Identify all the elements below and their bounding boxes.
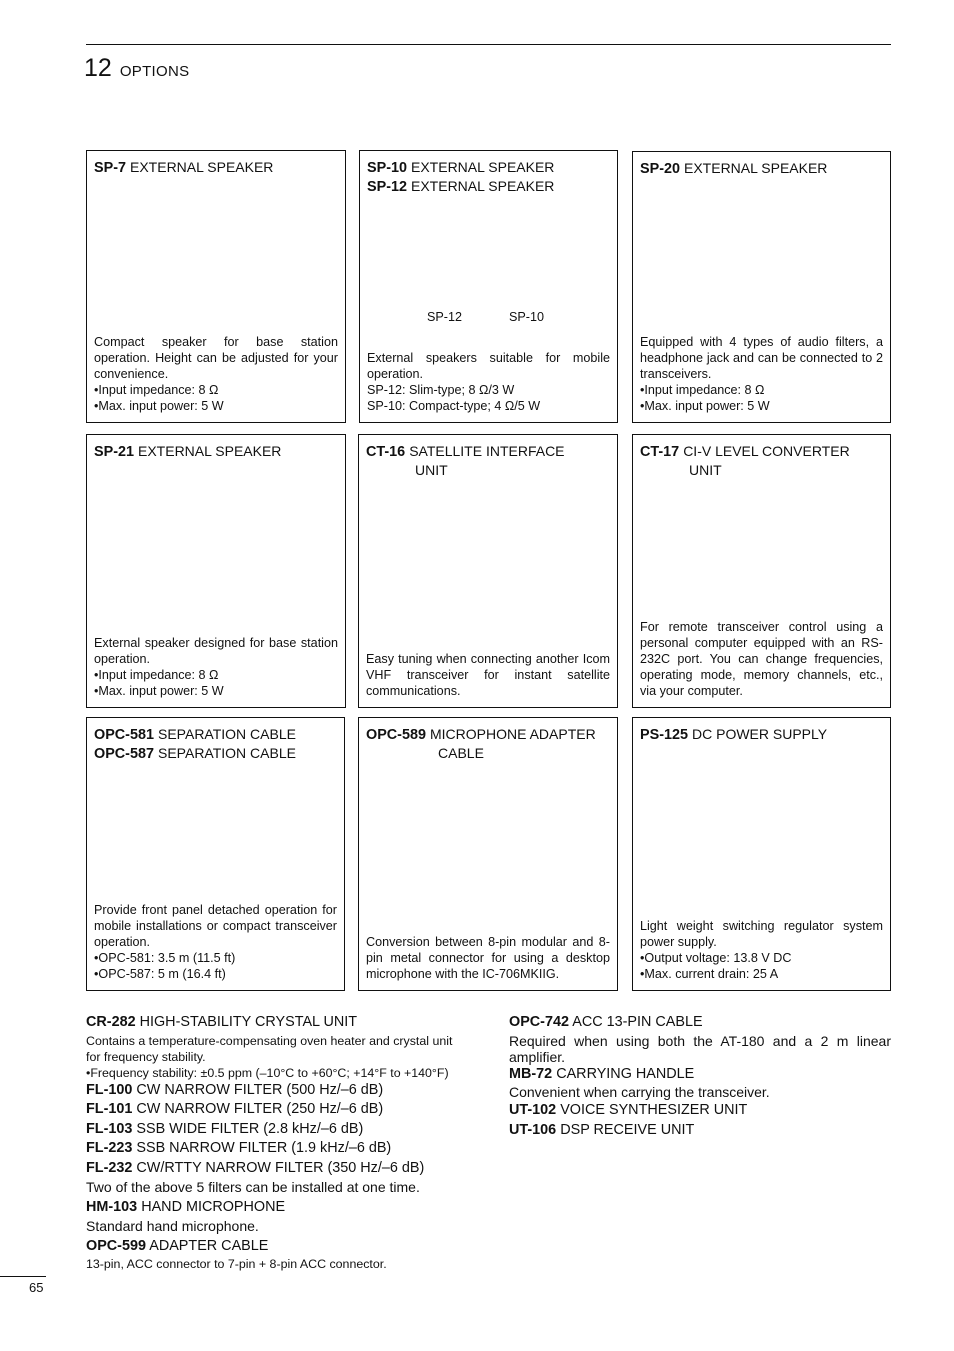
option-description: Conversion between 8-pin modular and 8-pin metal connector for using a desktop microphone with the IC-706MKIIG. (366, 935, 610, 981)
option-description: External speaker designed for base station operation. •Input impedance: 8 Ω •Max. input power: 5 W (94, 636, 338, 698)
option-box-opc589 (358, 717, 618, 991)
option-title-2: SP-12 EXTERNAL SPEAKER (367, 178, 555, 195)
list-item-opc599: OPC-599 ADAPTER CABLE (86, 1237, 269, 1254)
option-description: Equipped with 4 types of audio filters, a headphone jack and can be connected to 2 transceivers. •Input impedance: 8 Ω •Max. input power: 5 W (640, 335, 883, 413)
option-title: SP-21 EXTERNAL SPEAKER (94, 443, 282, 460)
option-box-sp10-sp12 (359, 150, 618, 423)
option-box-ps125 (632, 717, 891, 991)
options-list-left (86, 1013, 468, 1272)
filters-note: Two of the above 5 filters can be installed at one time. (86, 1179, 420, 1195)
option-title: PS-125 DC POWER SUPPLY (640, 726, 828, 743)
option-description: Compact speaker for base station operation. Height can be adjusted for your convenience. •Input impedance: 8 Ω •Max. input power: 5 W (94, 335, 338, 413)
item-description: Contains a temperature-compensating oven heater and crystal unit for frequency stability. (86, 1033, 453, 1064)
list-item-ut106: UT-106 DSP RECEIVE UNIT (509, 1121, 695, 1138)
item-description: Required when using both the AT-180 and a 2 m linear amplifier. (509, 1032, 891, 1065)
list-item-hm103: HM-103 HAND MICROPHONE (86, 1198, 286, 1215)
option-title: CT-17 CI-V LEVEL CONVERTER UNIT (640, 443, 850, 478)
section-title: OPTIONS (119, 63, 190, 80)
list-item-mb72: MB-72 CARRYING HANDLE (509, 1065, 695, 1082)
list-item-cr282: CR-282 HIGH-STABILITY CRYSTAL UNIT (86, 1014, 358, 1030)
chapter-number: 12 (84, 54, 112, 82)
options-list-right (509, 1013, 891, 1140)
footer-rule (0, 1276, 46, 1277)
item-description: Convenient when carrying the transceiver. (509, 1084, 770, 1100)
list-item-fl101: FL-101 CW NARROW FILTER (250 Hz/–6 dB) (86, 1101, 384, 1117)
list-item-fl100: FL-100 CW NARROW FILTER (500 Hz/–6 dB) (86, 1081, 384, 1098)
list-item-fl223: FL-223 SSB NARROW FILTER (1.9 kHz/–6 dB) (86, 1140, 392, 1156)
list-item-ut102: UT-102 VOICE SYNTHESIZER UNIT (509, 1102, 748, 1118)
option-title: SP-7 EXTERNAL SPEAKER (94, 159, 274, 176)
option-title: OPC-581 SEPARATION CABLE (94, 726, 296, 743)
option-title-2: OPC-587 SEPARATION CABLE (94, 745, 296, 762)
option-box-ct16 (358, 434, 618, 708)
option-title: SP-10 EXTERNAL SPEAKER (367, 159, 555, 176)
option-box-ct17 (632, 434, 891, 708)
list-item-fl232: FL-232 CW/RTTY NARROW FILTER (350 Hz/–6 dB) (86, 1159, 425, 1176)
item-description: Standard hand microphone. (86, 1218, 259, 1234)
list-item-fl103: FL-103 SSB WIDE FILTER (2.8 kHz/–6 dB) (86, 1120, 364, 1137)
item-description: 13-pin, ACC connector to 7-pin + 8-pin ACC connector. (86, 1257, 387, 1271)
option-description: Provide front panel detached operation for mobile installations or compact transceiver operation. •OPC-581: 3.5 m (11.5 ft) •OPC-587: 5 m (16.4 ft) (94, 903, 337, 981)
page-header (84, 54, 189, 83)
image-label-sp10: SP-10 (509, 310, 545, 324)
option-description: External speakers suitable for mobile operation. SP-12: Slim-type; 8 Ω/3 W SP-10: Compact-type; 4 Ω/5 W (367, 351, 610, 413)
item-bullet: •Frequency stability: ±0.5 ppm (–10°C to +60°C; +14°F to +140°F) (86, 1065, 449, 1080)
option-description: Light weight switching regulator system power supply. •Output voltage: 13.8 V DC •Max. current drain: 25 A (640, 919, 883, 981)
option-box-opc581-opc587 (86, 717, 345, 991)
list-item-opc742: OPC-742 ACC 13-PIN CABLE (509, 1014, 703, 1030)
header-rule (86, 44, 891, 45)
option-title: SP-20 EXTERNAL SPEAKER (640, 160, 828, 177)
option-box-sp20 (632, 151, 891, 423)
page-number: 65 (29, 1280, 44, 1295)
image-label-sp12: SP-12 (427, 310, 463, 324)
option-title: OPC-589 MICROPHONE ADAPTER CABLE (366, 726, 596, 761)
option-box-sp21 (86, 434, 346, 708)
option-description: For remote transceiver control using a personal computer equipped with an RS-232C port. You can change frequencies, operating mode, memory channels, etc., via your computer. (640, 620, 883, 698)
option-description: Easy tuning when connecting another Icom VHF transceiver for instant satellite communications. (366, 652, 610, 698)
option-box-sp7 (86, 150, 346, 423)
option-title: CT-16 SATELLITE INTERFACE UNIT (366, 443, 565, 478)
